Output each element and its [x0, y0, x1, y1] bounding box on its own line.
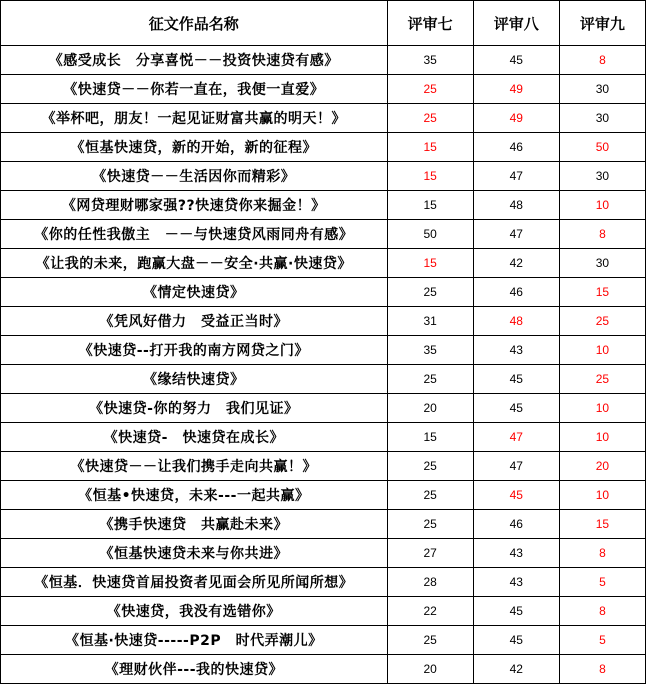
entry-title-cell: 《让我的未来，跑赢大盘－－安全·共赢·快速贷》: [1, 249, 388, 278]
entry-title-cell: 《网贷理财哪家强??快速贷你来掘金！》: [1, 191, 388, 220]
entry-title-cell: 《恒基快速贷，新的开始，新的征程》: [1, 133, 388, 162]
score-cell-judge-9: 10: [559, 423, 645, 452]
table-row: [1, 133, 646, 162]
score-cell-judge-9: 10: [559, 394, 645, 423]
score-cell-judge-7: 50: [387, 220, 473, 249]
entry-title-cell: 《恒基•快速贷，未来---一起共赢》: [1, 481, 388, 510]
entry-title-cell: 《缘结快速贷》: [1, 365, 388, 394]
table-row: [1, 365, 646, 394]
score-cell-judge-8: 46: [473, 510, 559, 539]
column-header-judge-7: 评审七: [387, 1, 473, 46]
score-cell-judge-8: 48: [473, 191, 559, 220]
entry-title-cell: 《快速贷--打开我的南方网贷之门》: [1, 336, 388, 365]
score-cell-judge-8: 47: [473, 423, 559, 452]
table-row: [1, 394, 646, 423]
entry-title-cell: 《恒基快速贷未来与你共进》: [1, 539, 388, 568]
score-cell-judge-8: 47: [473, 220, 559, 249]
score-cell-judge-9: 30: [559, 249, 645, 278]
score-cell-judge-8: 45: [473, 626, 559, 655]
table-row: [1, 307, 646, 336]
table-row: [1, 75, 646, 104]
score-cell-judge-8: 47: [473, 452, 559, 481]
entry-title-cell: 《携手快速贷 共赢赴未来》: [1, 510, 388, 539]
table-row: [1, 46, 646, 75]
score-cell-judge-9: 10: [559, 191, 645, 220]
entry-title-cell: 《快速贷－－让我们携手走向共赢！》: [1, 452, 388, 481]
score-cell-judge-8: 46: [473, 133, 559, 162]
score-cell-judge-7: 27: [387, 539, 473, 568]
score-cell-judge-8: 43: [473, 336, 559, 365]
score-cell-judge-7: 25: [387, 481, 473, 510]
entry-title-cell: 《快速贷- 快速贷在成长》: [1, 423, 388, 452]
score-cell-judge-7: 31: [387, 307, 473, 336]
table-row: [1, 568, 646, 597]
score-cell-judge-8: 45: [473, 394, 559, 423]
score-cell-judge-7: 25: [387, 626, 473, 655]
entry-title-cell: 《快速贷－－你若一直在，我便一直爱》: [1, 75, 388, 104]
score-cell-judge-8: 45: [473, 597, 559, 626]
score-cell-judge-7: 28: [387, 568, 473, 597]
score-cell-judge-8: 48: [473, 307, 559, 336]
score-cell-judge-7: 35: [387, 46, 473, 75]
table-row: [1, 278, 646, 307]
score-cell-judge-8: 46: [473, 278, 559, 307]
entry-title-cell: 《你的任性我傲主 －－与快速贷风雨同舟有感》: [1, 220, 388, 249]
entry-title-cell: 《快速贷-你的努力 我们见证》: [1, 394, 388, 423]
table-row: [1, 336, 646, 365]
score-cell-judge-7: 25: [387, 365, 473, 394]
score-cell-judge-9: 25: [559, 307, 645, 336]
score-cell-judge-9: 10: [559, 336, 645, 365]
column-header-judge-9: 评审九: [559, 1, 645, 46]
score-cell-judge-8: 45: [473, 365, 559, 394]
score-cell-judge-9: 30: [559, 104, 645, 133]
score-cell-judge-8: 45: [473, 46, 559, 75]
entry-title-cell: 《快速贷，我没有选错你》: [1, 597, 388, 626]
score-cell-judge-7: 25: [387, 104, 473, 133]
header-row: [1, 1, 646, 46]
table-row: [1, 191, 646, 220]
entry-title-cell: 《举杯吧，朋友！一起见证财富共赢的明天！》: [1, 104, 388, 133]
score-cell-judge-7: 25: [387, 452, 473, 481]
score-cell-judge-7: 25: [387, 510, 473, 539]
score-cell-judge-7: 25: [387, 278, 473, 307]
table-row: [1, 655, 646, 684]
column-header-judge-8: 评审八: [473, 1, 559, 46]
score-cell-judge-9: 15: [559, 510, 645, 539]
score-cell-judge-7: 15: [387, 423, 473, 452]
score-cell-judge-8: 47: [473, 162, 559, 191]
table-row: [1, 597, 646, 626]
score-cell-judge-7: 15: [387, 249, 473, 278]
table-row: [1, 104, 646, 133]
score-cell-judge-7: 35: [387, 336, 473, 365]
score-cell-judge-9: 5: [559, 626, 645, 655]
score-cell-judge-7: 22: [387, 597, 473, 626]
entry-title-cell: 《恒基．快速贷首届投资者见面会所见所闻所想》: [1, 568, 388, 597]
score-cell-judge-8: 42: [473, 655, 559, 684]
score-cell-judge-8: 43: [473, 539, 559, 568]
score-cell-judge-8: 49: [473, 75, 559, 104]
table-row: [1, 423, 646, 452]
score-cell-judge-9: 8: [559, 655, 645, 684]
score-cell-judge-9: 8: [559, 539, 645, 568]
score-cell-judge-9: 20: [559, 452, 645, 481]
entry-title-cell: 《凭风好借力 受益正当时》: [1, 307, 388, 336]
score-cell-judge-9: 8: [559, 597, 645, 626]
score-cell-judge-7: 15: [387, 191, 473, 220]
score-cell-judge-9: 25: [559, 365, 645, 394]
table-row: [1, 539, 646, 568]
score-cell-judge-9: 8: [559, 220, 645, 249]
score-cell-judge-8: 43: [473, 568, 559, 597]
table-row: [1, 220, 646, 249]
table-row: [1, 452, 646, 481]
table-row: [1, 510, 646, 539]
score-cell-judge-7: 20: [387, 394, 473, 423]
score-cell-judge-7: 15: [387, 162, 473, 191]
entry-title-cell: 《恒基·快速贷-----P2P 时代弄潮儿》: [1, 626, 388, 655]
column-header-title: 征文作品名称: [1, 1, 388, 46]
table-row: [1, 162, 646, 191]
table-row: [1, 249, 646, 278]
score-cell-judge-7: 25: [387, 75, 473, 104]
entry-title-cell: 《感受成长 分享喜悦－－投资快速贷有感》: [1, 46, 388, 75]
score-cell-judge-7: 20: [387, 655, 473, 684]
score-cell-judge-7: 15: [387, 133, 473, 162]
score-cell-judge-9: 15: [559, 278, 645, 307]
score-cell-judge-9: 8: [559, 46, 645, 75]
score-cell-judge-9: 10: [559, 481, 645, 510]
table-row: [1, 626, 646, 655]
score-cell-judge-9: 30: [559, 162, 645, 191]
score-cell-judge-9: 5: [559, 568, 645, 597]
score-cell-judge-9: 30: [559, 75, 645, 104]
entry-title-cell: 《理财伙伴---我的快速贷》: [1, 655, 388, 684]
score-cell-judge-8: 45: [473, 481, 559, 510]
score-cell-judge-8: 49: [473, 104, 559, 133]
score-cell-judge-8: 42: [473, 249, 559, 278]
table-row: [1, 481, 646, 510]
entry-title-cell: 《情定快速贷》: [1, 278, 388, 307]
entry-title-cell: 《快速贷－－生活因你而精彩》: [1, 162, 388, 191]
score-cell-judge-9: 50: [559, 133, 645, 162]
table-body: [1, 46, 646, 684]
